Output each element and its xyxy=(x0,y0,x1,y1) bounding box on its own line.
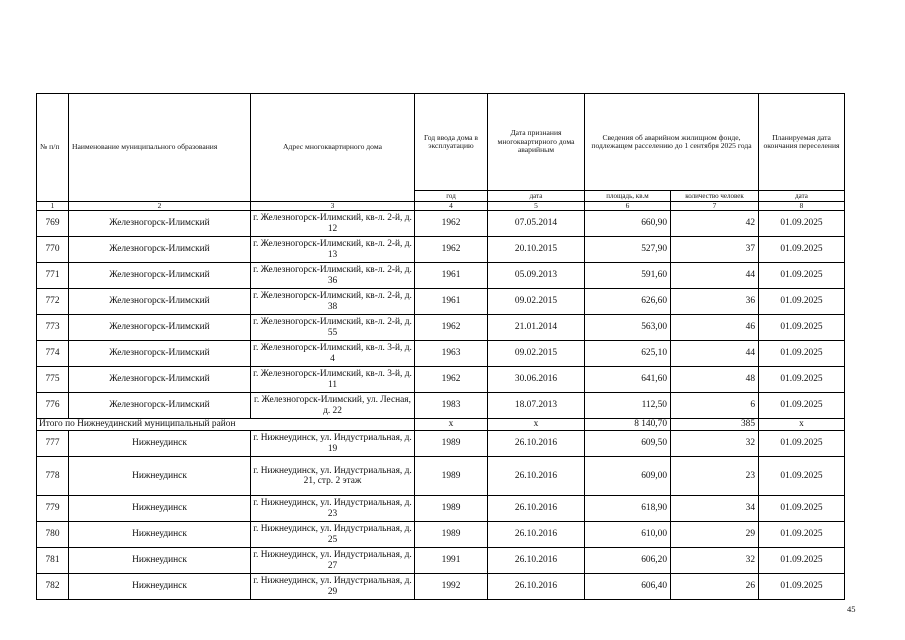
header-number: № п/п xyxy=(37,94,69,202)
people-cell: 42 xyxy=(671,211,759,237)
row-number: 782 xyxy=(37,574,69,600)
recognition-date-cell: 26.10.2016 xyxy=(488,431,585,457)
rows-group-b xyxy=(37,431,845,600)
table-row xyxy=(37,237,845,263)
municipality-cell: Железногорск-Илимский xyxy=(69,211,251,237)
subheader-date: дата xyxy=(488,191,585,202)
column-number: 1 xyxy=(37,202,69,211)
header-info: Сведения об аварийном жилищном фонде, подлежащем расселению до 1 сентября 2025 года xyxy=(585,94,759,191)
planned-date-cell: 01.09.2025 xyxy=(759,367,845,393)
row-number: 772 xyxy=(37,289,69,315)
municipality-cell: Нижнеудинск xyxy=(69,431,251,457)
planned-date-cell: 01.09.2025 xyxy=(759,211,845,237)
table-row xyxy=(37,341,845,367)
address-cell: г. Железногорск-Илимский, кв-л. 2-й, д. 13 xyxy=(251,237,415,263)
year-cell: 1961 xyxy=(415,289,488,315)
column-number-row xyxy=(37,202,845,211)
municipality-cell: Нижнеудинск xyxy=(69,496,251,522)
row-number: 781 xyxy=(37,548,69,574)
address-cell: г. Железногорск-Илимский, кв-л. 3-й, д. 11 xyxy=(251,367,415,393)
recognition-date-cell: 26.10.2016 xyxy=(488,496,585,522)
area-cell: 660,90 xyxy=(585,211,671,237)
address-cell: г. Железногорск-Илимский, кв-л. 3-й, д. 4 xyxy=(251,341,415,367)
planned-date-cell: 01.09.2025 xyxy=(759,496,845,522)
area-cell: 641,60 xyxy=(585,367,671,393)
column-number: 8 xyxy=(759,202,845,211)
area-cell: 606,20 xyxy=(585,548,671,574)
area-cell: 625,10 xyxy=(585,341,671,367)
year-cell: 1989 xyxy=(415,496,488,522)
resettlement-table xyxy=(36,93,845,600)
people-cell: 36 xyxy=(671,289,759,315)
table-row xyxy=(37,431,845,457)
people-cell: 48 xyxy=(671,367,759,393)
total-label: Итого по Нижнеудинский муниципальный район xyxy=(37,419,415,431)
recognition-date-cell: 05.09.2013 xyxy=(488,263,585,289)
total-planned: х xyxy=(759,419,845,431)
row-number: 771 xyxy=(37,263,69,289)
table-row xyxy=(37,289,845,315)
year-cell: 1963 xyxy=(415,341,488,367)
address-cell: г. Нижнеудинск, ул. Индустриальная, д. 23 xyxy=(251,496,415,522)
subheader-people: количество человек xyxy=(671,191,759,202)
subheader-area: площадь, кв.м xyxy=(585,191,671,202)
planned-date-cell: 01.09.2025 xyxy=(759,393,845,419)
recognition-date-cell: 09.02.2015 xyxy=(488,341,585,367)
planned-date-cell: 01.09.2025 xyxy=(759,289,845,315)
planned-date-cell: 01.09.2025 xyxy=(759,315,845,341)
people-cell: 23 xyxy=(671,457,759,496)
column-number: 5 xyxy=(488,202,585,211)
year-cell: 1989 xyxy=(415,522,488,548)
people-cell: 29 xyxy=(671,522,759,548)
table-row xyxy=(37,263,845,289)
address-cell: г. Нижнеудинск, ул. Индустриальная, д. 29 xyxy=(251,574,415,600)
municipality-cell: Железногорск-Илимский xyxy=(69,315,251,341)
municipality-cell: Железногорск-Илимский xyxy=(69,341,251,367)
municipality-cell: Нижнеудинск xyxy=(69,574,251,600)
year-cell: 1983 xyxy=(415,393,488,419)
planned-date-cell: 01.09.2025 xyxy=(759,237,845,263)
planned-date-cell: 01.09.2025 xyxy=(759,457,845,496)
area-cell: 609,50 xyxy=(585,431,671,457)
total-date: х xyxy=(488,419,585,431)
column-number: 2 xyxy=(69,202,251,211)
year-cell: 1961 xyxy=(415,263,488,289)
area-cell: 610,00 xyxy=(585,522,671,548)
table-row xyxy=(37,496,845,522)
year-cell: 1991 xyxy=(415,548,488,574)
address-cell: г. Нижнеудинск, ул. Индустриальная, д. 19 xyxy=(251,431,415,457)
header-year: Год ввода дома в эксплуатацию xyxy=(415,94,488,191)
people-cell: 32 xyxy=(671,431,759,457)
address-cell: г. Нижнеудинск, ул. Индустриальная, д. 21, стр. 2 этаж xyxy=(251,457,415,496)
municipality-cell: Железногорск-Илимский xyxy=(69,263,251,289)
header-planned: Планируемая дата окончания переселения xyxy=(759,94,845,191)
area-cell: 591,60 xyxy=(585,263,671,289)
recognition-date-cell: 18.07.2013 xyxy=(488,393,585,419)
header-municipality: Наименование муниципального образования xyxy=(69,94,251,202)
year-cell: 1962 xyxy=(415,367,488,393)
recognition-date-cell: 07.05.2014 xyxy=(488,211,585,237)
year-cell: 1989 xyxy=(415,431,488,457)
recognition-date-cell: 26.10.2016 xyxy=(488,457,585,496)
table-row xyxy=(37,522,845,548)
municipality-cell: Железногорск-Илимский xyxy=(69,393,251,419)
table-row xyxy=(37,211,845,237)
address-cell: г. Нижнеудинск, ул. Индустриальная, д. 27 xyxy=(251,548,415,574)
municipality-cell: Нижнеудинск xyxy=(69,522,251,548)
table-row xyxy=(37,574,845,600)
total-row xyxy=(37,419,845,431)
people-cell: 37 xyxy=(671,237,759,263)
row-number: 777 xyxy=(37,431,69,457)
year-cell: 1992 xyxy=(415,574,488,600)
recognition-date-cell: 09.02.2015 xyxy=(488,289,585,315)
area-cell: 112,50 xyxy=(585,393,671,419)
municipality-cell: Железногорск-Илимский xyxy=(69,367,251,393)
address-cell: г. Железногорск-Илимский, кв-л. 2-й, д. 38 xyxy=(251,289,415,315)
planned-date-cell: 01.09.2025 xyxy=(759,341,845,367)
people-cell: 32 xyxy=(671,548,759,574)
row-number: 780 xyxy=(37,522,69,548)
recognition-date-cell: 26.10.2016 xyxy=(488,574,585,600)
planned-date-cell: 01.09.2025 xyxy=(759,263,845,289)
recognition-date-cell: 20.10.2015 xyxy=(488,237,585,263)
row-number: 776 xyxy=(37,393,69,419)
year-cell: 1989 xyxy=(415,457,488,496)
row-number: 773 xyxy=(37,315,69,341)
address-cell: г. Железногорск-Илимский, кв-л. 2-й, д. 12 xyxy=(251,211,415,237)
row-number: 778 xyxy=(37,457,69,496)
municipality-cell: Нижнеудинск xyxy=(69,457,251,496)
table-row xyxy=(37,457,845,496)
recognition-date-cell: 26.10.2016 xyxy=(488,548,585,574)
table-row xyxy=(37,367,845,393)
year-cell: 1962 xyxy=(415,211,488,237)
address-cell: г. Железногорск-Илимский, кв-л. 2-й, д. 36 xyxy=(251,263,415,289)
table-row xyxy=(37,548,845,574)
recognition-date-cell: 21.01.2014 xyxy=(488,315,585,341)
column-number: 3 xyxy=(251,202,415,211)
address-cell: г. Нижнеудинск, ул. Индустриальная, д. 25 xyxy=(251,522,415,548)
address-cell: г. Железногорск-Илимский, ул. Лесная, д. 22 xyxy=(251,393,415,419)
area-cell: 618,90 xyxy=(585,496,671,522)
total-area: 8 140,70 xyxy=(585,419,671,431)
row-number: 770 xyxy=(37,237,69,263)
municipality-cell: Железногорск-Илимский xyxy=(69,289,251,315)
area-cell: 626,60 xyxy=(585,289,671,315)
people-cell: 44 xyxy=(671,263,759,289)
column-number: 4 xyxy=(415,202,488,211)
people-cell: 46 xyxy=(671,315,759,341)
year-cell: 1962 xyxy=(415,237,488,263)
planned-date-cell: 01.09.2025 xyxy=(759,574,845,600)
people-cell: 34 xyxy=(671,496,759,522)
total-year: х xyxy=(415,419,488,431)
area-cell: 609,00 xyxy=(585,457,671,496)
people-cell: 26 xyxy=(671,574,759,600)
page-number: 45 xyxy=(847,604,856,614)
table-row xyxy=(37,315,845,341)
area-cell: 563,00 xyxy=(585,315,671,341)
total-people: 385 xyxy=(671,419,759,431)
column-number: 6 xyxy=(585,202,671,211)
recognition-date-cell: 30.06.2016 xyxy=(488,367,585,393)
people-cell: 6 xyxy=(671,393,759,419)
people-cell: 44 xyxy=(671,341,759,367)
address-cell: г. Железногорск-Илимский, кв-л. 2-й, д. 55 xyxy=(251,315,415,341)
recognition-date-cell: 26.10.2016 xyxy=(488,522,585,548)
rows-group-a xyxy=(37,211,845,419)
row-number: 769 xyxy=(37,211,69,237)
year-cell: 1962 xyxy=(415,315,488,341)
planned-date-cell: 01.09.2025 xyxy=(759,431,845,457)
header-date: Дата признания многоквартирного дома аварийным xyxy=(488,94,585,191)
subheader-planned: дата xyxy=(759,191,845,202)
planned-date-cell: 01.09.2025 xyxy=(759,522,845,548)
table-row xyxy=(37,393,845,419)
planned-date-cell: 01.09.2025 xyxy=(759,548,845,574)
column-number: 7 xyxy=(671,202,759,211)
row-number: 774 xyxy=(37,341,69,367)
row-number: 775 xyxy=(37,367,69,393)
row-number: 779 xyxy=(37,496,69,522)
header-address: Адрес многоквартирного дома xyxy=(251,94,415,202)
area-cell: 606,40 xyxy=(585,574,671,600)
municipality-cell: Железногорск-Илимский xyxy=(69,237,251,263)
area-cell: 527,90 xyxy=(585,237,671,263)
municipality-cell: Нижнеудинск xyxy=(69,548,251,574)
subheader-year: год xyxy=(415,191,488,202)
